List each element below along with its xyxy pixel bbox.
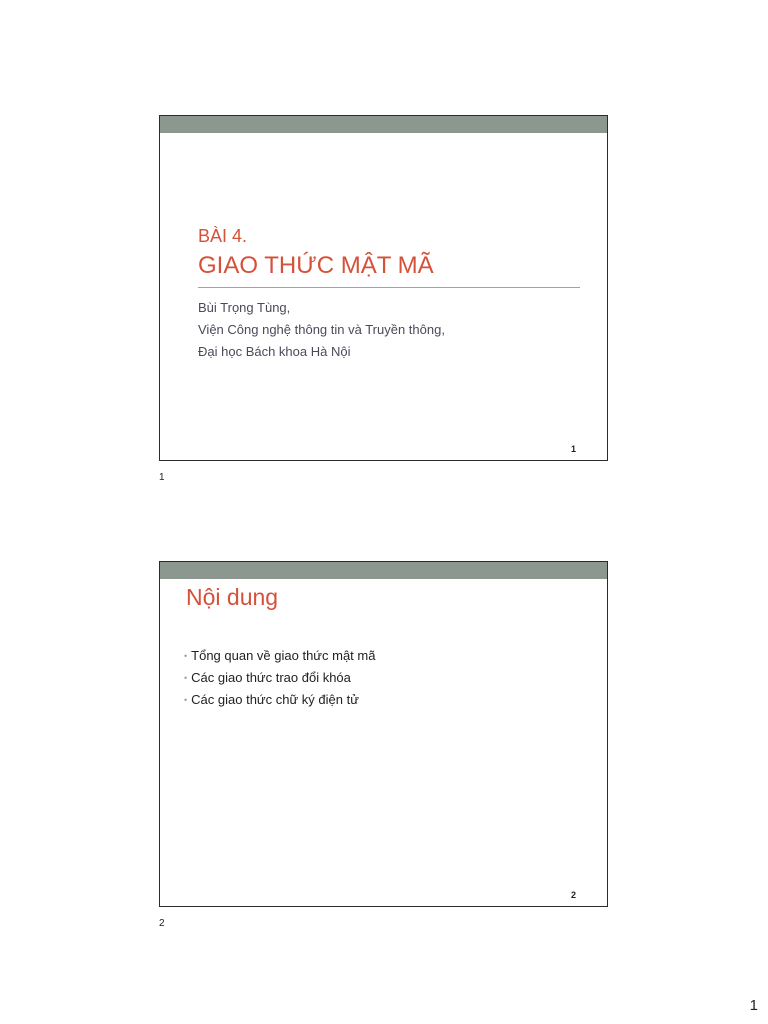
bullet-icon: • xyxy=(184,673,188,683)
slide-header-bar xyxy=(160,116,607,133)
list-item-text: Tổng quan về giao thức mật mã xyxy=(191,648,376,663)
slide-title: GIAO THỨC MẬT MÃ xyxy=(198,252,434,279)
list-item-text: Các giao thức trao đổi khóa xyxy=(191,670,351,685)
list-item xyxy=(184,645,375,667)
title-divider xyxy=(198,287,580,288)
bullet-icon: • xyxy=(184,651,188,661)
author-university: Đại học Bách khoa Hà Nội xyxy=(198,344,351,359)
list-item xyxy=(184,667,375,689)
slide-number: 2 xyxy=(570,890,576,900)
slide-header-bar xyxy=(160,562,607,579)
lesson-number: BÀI 4. xyxy=(198,226,248,246)
slide-caption-number: 2 xyxy=(159,918,165,929)
author-block xyxy=(198,297,445,363)
slide-1 xyxy=(159,115,608,461)
author-institute: Viện Công nghệ thông tin và Truyền thông, xyxy=(198,322,445,337)
author-name: Bùi Trọng Tùng, xyxy=(198,300,291,315)
slide-2 xyxy=(159,561,608,907)
slide-caption-number: 1 xyxy=(159,472,165,483)
bullet-icon: • xyxy=(184,695,188,705)
list-item xyxy=(184,689,375,711)
slide-number: 1 xyxy=(570,444,576,454)
list-item-text: Các giao thức chữ ký điện tử xyxy=(191,692,359,707)
slide-title: Nội dung xyxy=(186,584,279,610)
page-number: 1 xyxy=(749,997,758,1014)
bullet-list xyxy=(184,645,375,711)
